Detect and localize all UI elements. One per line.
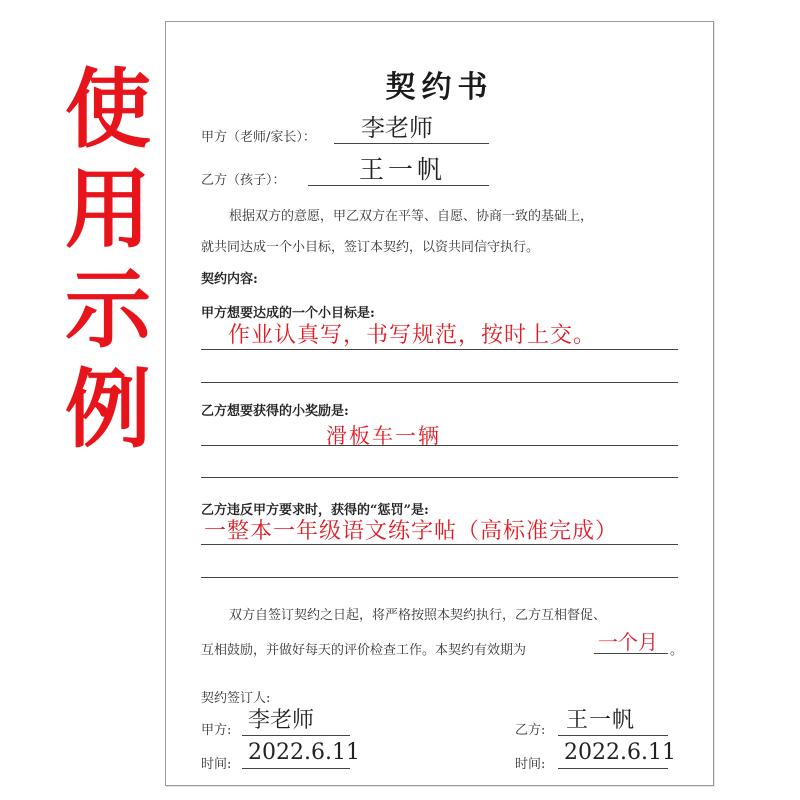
date-a-line: [242, 768, 350, 769]
sign-b-label: 乙方:: [515, 723, 546, 738]
intro-line-1: 根据双方的意愿，甲乙双方在平等、自愿、协商一致的基础上，: [229, 209, 594, 224]
sign-a-value: 李老师: [248, 708, 315, 733]
validity-value: 一个月: [598, 630, 658, 654]
party-b-line: [308, 185, 489, 186]
contract-sheet: [165, 21, 714, 786]
goal-line-2: [201, 382, 678, 383]
contract-title: 契约书: [385, 70, 494, 105]
banner-char: 例: [65, 360, 151, 460]
usage-example-banner: [58, 60, 158, 460]
sign-b-value: 王一帆: [566, 708, 636, 733]
date-b-line: [558, 768, 668, 769]
signers-label: 契约签订人:: [201, 691, 271, 706]
banner-char: 使: [65, 60, 151, 160]
sign-a-line: [242, 735, 350, 736]
party-b-label: 乙方（孩子）：: [201, 173, 286, 188]
party-a-label: 甲方（老师/家长）：: [201, 130, 316, 145]
closing-period: 。: [670, 643, 684, 658]
reward-line-1: [201, 445, 678, 446]
reward-heading: 乙方想要获得的小奖励是:: [201, 404, 349, 419]
banner-char: 用: [65, 160, 151, 260]
closing-line-2: 互相鼓励，并做好每天的评价检查工作。本契约有效期为: [201, 643, 527, 658]
goal-value: 作业认真写，书写规范，按时上交。: [228, 323, 597, 348]
party-b-value: 王一帆: [359, 155, 447, 184]
reward-line-2: [201, 477, 678, 478]
penalty-value: 一整本一年级语文练字帖（高标准完成）: [204, 519, 619, 544]
banner-char: 示: [65, 260, 151, 360]
penalty-line-1: [201, 544, 678, 545]
penalty-line-2: [201, 577, 678, 578]
closing-line-1: 双方自签订契约之日起，将严格按照本契约执行，乙方互相督促、: [229, 608, 607, 623]
penalty-heading: 乙方违反甲方要求时，获得的“惩罚”是:: [201, 503, 429, 518]
party-a-value: 李老师: [361, 114, 433, 142]
intro-line-2: 就共同达成一个小目标，签订本契约，以资共同信守执行。: [201, 240, 540, 255]
validity-line: [594, 653, 668, 654]
content-heading: 契约内容:: [201, 272, 258, 287]
reward-value: 滑板车一辆: [326, 424, 441, 448]
date-a-value: 2022.6.11: [248, 740, 360, 765]
goal-heading: 甲方想要达成的一个小目标是:: [201, 306, 375, 321]
date-a-label: 时间:: [201, 757, 232, 772]
sign-b-line: [558, 735, 668, 736]
party-a-line: [334, 143, 489, 144]
date-b-value: 2022.6.11: [564, 740, 676, 765]
sign-a-label: 甲方:: [201, 723, 232, 738]
goal-line-1: [201, 349, 678, 350]
date-b-label: 时间:: [515, 757, 546, 772]
